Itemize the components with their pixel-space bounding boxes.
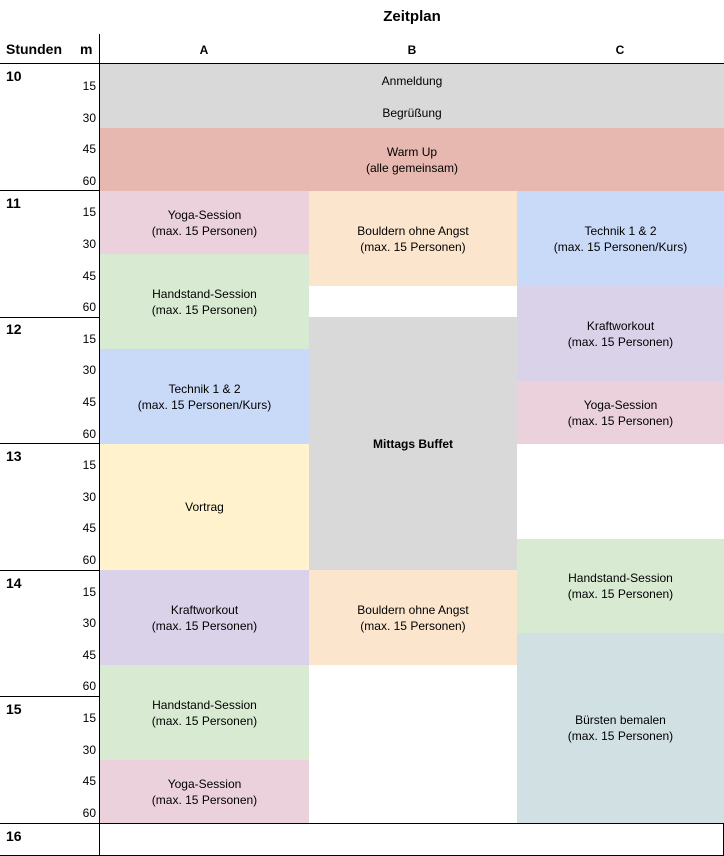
- a-vortrag-block: Vortrag: [100, 444, 309, 570]
- minute-label: 45: [82, 648, 96, 662]
- hour-label-10: 10: [6, 68, 22, 84]
- header-divider: [0, 63, 724, 64]
- a-kraftworkout-block: Kraftworkout (max. 15 Personen): [100, 570, 309, 665]
- minute-label: 15: [82, 332, 96, 346]
- minute-label: 45: [82, 269, 96, 283]
- minute-label: 30: [82, 490, 96, 504]
- minute-label: 30: [82, 363, 96, 377]
- registration-label: Anmeldung: [381, 74, 443, 88]
- hour-divider-12: [0, 317, 100, 318]
- hour-divider-13: [0, 443, 100, 444]
- minutes-header: m: [80, 41, 93, 57]
- hour-label-13: 13: [6, 448, 22, 464]
- hour-label-15: 15: [6, 701, 22, 717]
- minute-label: 60: [82, 806, 96, 820]
- welcome-label: Begrüßung: [382, 106, 442, 120]
- c-handstand-session-block: Handstand-Session (max. 15 Personen): [517, 539, 724, 633]
- minute-label: 30: [82, 237, 96, 251]
- column-a-header: A: [199, 43, 209, 57]
- time-column-divider: [99, 34, 100, 856]
- minute-label: 60: [82, 679, 96, 693]
- minute-label: 30: [82, 111, 96, 125]
- minute-label: 15: [82, 79, 96, 93]
- warmup-block: [100, 128, 724, 191]
- minute-label: 60: [82, 427, 96, 441]
- a-yoga-session-1: Yoga-Session (max. 15 Personen): [100, 191, 309, 254]
- a-yoga-session-2: Yoga-Session (max. 15 Personen): [100, 760, 309, 823]
- hour-label-11: 11: [6, 195, 21, 211]
- hour-label-14: 14: [6, 575, 22, 591]
- warmup-note: (alle gemeinsam): [365, 160, 459, 175]
- minute-label: 45: [82, 142, 96, 156]
- minute-label: 60: [82, 553, 96, 567]
- minute-label: 30: [82, 616, 96, 630]
- a-handstand-session-1: Handstand-Session (max. 15 Personen): [100, 254, 309, 349]
- column-c-header: C: [615, 43, 625, 57]
- a-handstand-session-2: Handstand-Session (max. 15 Personen): [100, 665, 309, 760]
- minute-label: 30: [82, 743, 96, 757]
- a-technik-block: Technik 1 & 2 (max. 15 Personen/Kurs): [100, 349, 309, 444]
- schedule-title: Zeitplan: [383, 8, 441, 25]
- c-technik-block: Technik 1 & 2 (max. 15 Personen/Kurs): [517, 191, 724, 286]
- column-b-header: B: [407, 43, 417, 57]
- b-bouldern-block-2: Bouldern ohne Angst (max. 15 Personen): [309, 570, 517, 665]
- minute-label: 45: [82, 521, 96, 535]
- warmup-title: Warm Up: [386, 144, 438, 159]
- hour-divider-15: [0, 696, 100, 697]
- minute-label: 15: [82, 711, 96, 725]
- hour-divider-14: [0, 570, 100, 571]
- c-kraftworkout-block: Kraftworkout (max. 15 Personen): [517, 286, 724, 381]
- hour-label-12: 12: [6, 321, 22, 337]
- b-bouldern-block-1: Bouldern ohne Angst (max. 15 Personen): [309, 191, 517, 286]
- hour-divider-16: [0, 823, 724, 824]
- minute-label: 15: [82, 585, 96, 599]
- minute-label: 45: [82, 774, 96, 788]
- hour-divider-11: [0, 190, 100, 191]
- hour-label-16: 16: [6, 828, 22, 844]
- minute-label: 15: [82, 205, 96, 219]
- minute-label: 45: [82, 395, 96, 409]
- minute-label: 15: [82, 458, 96, 472]
- c-yoga-session-block: Yoga-Session (max. 15 Personen): [517, 381, 724, 444]
- c-buersten-bemalen-block: Bürsten bemalen (max. 15 Personen): [517, 633, 724, 823]
- hours-header: Stunden: [6, 41, 62, 57]
- minute-label: 60: [82, 300, 96, 314]
- b-lunch-buffet-block: Mittags Buffet: [309, 317, 517, 570]
- minute-label: 60: [82, 174, 96, 188]
